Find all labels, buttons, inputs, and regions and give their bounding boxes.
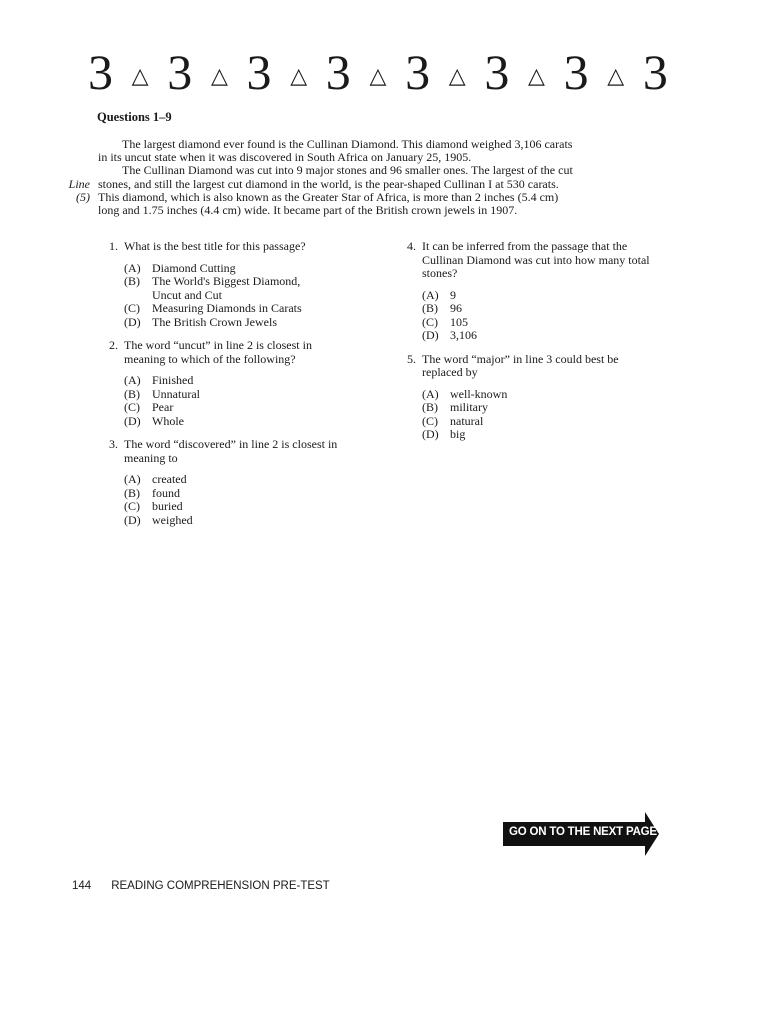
option-label: (C) <box>124 499 140 513</box>
passage-line: The largest diamond ever found is the Cullinan Diamond. This diamond weighed 3,106 carats <box>122 137 573 151</box>
section-number: 3 <box>167 44 193 100</box>
page-footer <box>72 880 330 892</box>
answer-option[interactable] <box>124 415 354 429</box>
option-label: (D) <box>422 328 439 342</box>
questions-right-column <box>398 240 658 452</box>
option-text: natural <box>450 413 484 428</box>
option-label: (B) <box>124 386 140 401</box>
option-label: (A) <box>422 287 439 302</box>
question-text: It can be inferred from the passage that the Cullinan Diamond was cut into how many total stones? <box>422 239 650 280</box>
passage-line: stones, and still the largest cut diamond in the world, is the pear-shaped Cullinan I at 530 carats. <box>98 177 559 191</box>
passage-line: The Cullinan Diamond was cut into 9 major stones and 96 smaller ones. The largest of the cut <box>122 163 573 177</box>
answer-option[interactable] <box>124 275 354 302</box>
answer-option[interactable] <box>422 401 658 415</box>
questions-title: Questions 1–9 <box>97 110 172 124</box>
question-text: The word “major” in line 3 could best be replaced by <box>422 351 619 379</box>
questions-left-column <box>100 240 354 537</box>
option-text: Pear <box>152 400 174 414</box>
triangle-icon: △ <box>210 63 228 88</box>
section-number: 3 <box>246 44 272 100</box>
option-text: Unnatural <box>152 386 200 401</box>
option-text: Diamond Cutting <box>152 260 236 275</box>
answer-option[interactable] <box>422 289 658 303</box>
option-label: (B) <box>124 485 140 500</box>
section-number: 3 <box>642 44 668 100</box>
section-number: 3 <box>88 44 113 100</box>
answer-options <box>422 388 658 442</box>
go-on-label: GO ON TO THE NEXT PAGE <box>509 826 657 838</box>
answer-options <box>124 374 354 428</box>
answer-option[interactable] <box>124 302 354 316</box>
line-marker: Line <box>68 177 90 191</box>
option-text: Measuring Diamonds in Carats <box>152 301 302 315</box>
answer-option[interactable] <box>124 388 354 402</box>
option-text: military <box>450 400 488 414</box>
answer-option[interactable] <box>124 374 354 388</box>
triangle-icon: △ <box>528 63 545 88</box>
option-text: 105 <box>450 314 468 329</box>
answer-option[interactable] <box>124 514 354 528</box>
answer-option[interactable] <box>422 388 658 402</box>
option-label: (B) <box>422 301 438 315</box>
question-3 <box>100 438 354 527</box>
triangle-icon: △ <box>607 63 625 88</box>
answer-option[interactable] <box>124 262 354 276</box>
option-label: (B) <box>422 400 438 414</box>
answer-option[interactable] <box>422 428 658 442</box>
question-number: 5. <box>407 351 416 366</box>
answer-option[interactable] <box>124 316 354 330</box>
question-5 <box>398 353 658 442</box>
answer-option[interactable] <box>422 302 658 316</box>
question-number: 1. <box>109 239 118 253</box>
option-label: (D) <box>124 314 141 329</box>
option-label: (D) <box>124 512 141 527</box>
option-text: 9 <box>450 287 456 302</box>
question-2 <box>100 339 354 428</box>
option-label: (C) <box>124 400 140 414</box>
answer-option[interactable] <box>124 473 354 487</box>
question-1 <box>100 240 354 329</box>
question-number: 3. <box>109 437 118 451</box>
question-number: 2. <box>109 338 118 352</box>
answer-option[interactable] <box>422 329 658 343</box>
section-number: 3 <box>405 44 431 100</box>
triangle-icon: △ <box>290 63 308 88</box>
option-text: Finished <box>152 373 194 387</box>
option-text: buried <box>152 499 183 513</box>
question-text: What is the best title for this passage? <box>124 239 306 253</box>
option-text: weighed <box>152 512 193 527</box>
question-text: The word “discovered” in line 2 is closest in meaning to <box>124 437 338 465</box>
section-number: 3 <box>563 44 589 100</box>
option-text: 3,106 <box>450 328 477 342</box>
section-name: READING COMPREHENSION PRE-TEST <box>111 880 330 892</box>
section-number: 3 <box>325 44 351 100</box>
passage-line: in its uncut state when it was discovered in South Africa on January 25, 1905. <box>98 150 472 164</box>
line-number-marker: (5) <box>76 190 90 204</box>
question-text: The word “uncut” in line 2 is closest in meaning to which of the following? <box>124 338 312 366</box>
go-on-arrow <box>503 812 659 856</box>
answer-options <box>124 262 354 330</box>
option-label: (B) <box>124 274 140 288</box>
triangle-icon: △ <box>369 63 387 88</box>
option-text: 96 <box>450 301 462 315</box>
option-label: (A) <box>124 373 141 387</box>
answer-option[interactable] <box>124 500 354 514</box>
option-label: (C) <box>124 301 140 315</box>
answer-option[interactable] <box>422 415 658 429</box>
answer-options <box>124 473 354 527</box>
triangle-icon: △ <box>131 63 149 88</box>
answer-option[interactable] <box>422 316 658 330</box>
answer-option[interactable] <box>124 487 354 501</box>
option-text: Whole <box>152 413 184 428</box>
option-label: (D) <box>124 413 141 428</box>
option-label: (A) <box>124 472 141 486</box>
option-label: (C) <box>422 413 438 428</box>
passage-line: long and 1.75 inches (4.4 cm) wide. It became part of the British crown jewels in 1907. <box>98 203 518 217</box>
option-label: (C) <box>422 314 438 329</box>
section-number: 3 <box>484 44 510 100</box>
passage-line: This diamond, which is also known as the Greater Star of Africa, is more than 2 inches (5.4 cm) <box>98 190 559 204</box>
option-label: (A) <box>422 386 439 401</box>
question-4 <box>398 240 658 343</box>
option-text: big <box>450 427 466 441</box>
question-number: 4. <box>407 239 416 253</box>
answer-option[interactable] <box>124 401 354 415</box>
option-text: well-known <box>450 386 508 401</box>
answer-options <box>422 289 658 343</box>
section-header <box>88 44 668 100</box>
option-text: The British Crown Jewels <box>152 314 277 329</box>
triangle-icon: △ <box>448 63 466 88</box>
page-number: 144 <box>72 880 92 892</box>
option-text: found <box>152 485 180 500</box>
option-text: The World's Biggest Diamond, Uncut and Cut <box>152 274 301 302</box>
option-label: (D) <box>422 427 439 441</box>
option-label: (A) <box>124 260 141 275</box>
option-text: created <box>152 472 187 486</box>
